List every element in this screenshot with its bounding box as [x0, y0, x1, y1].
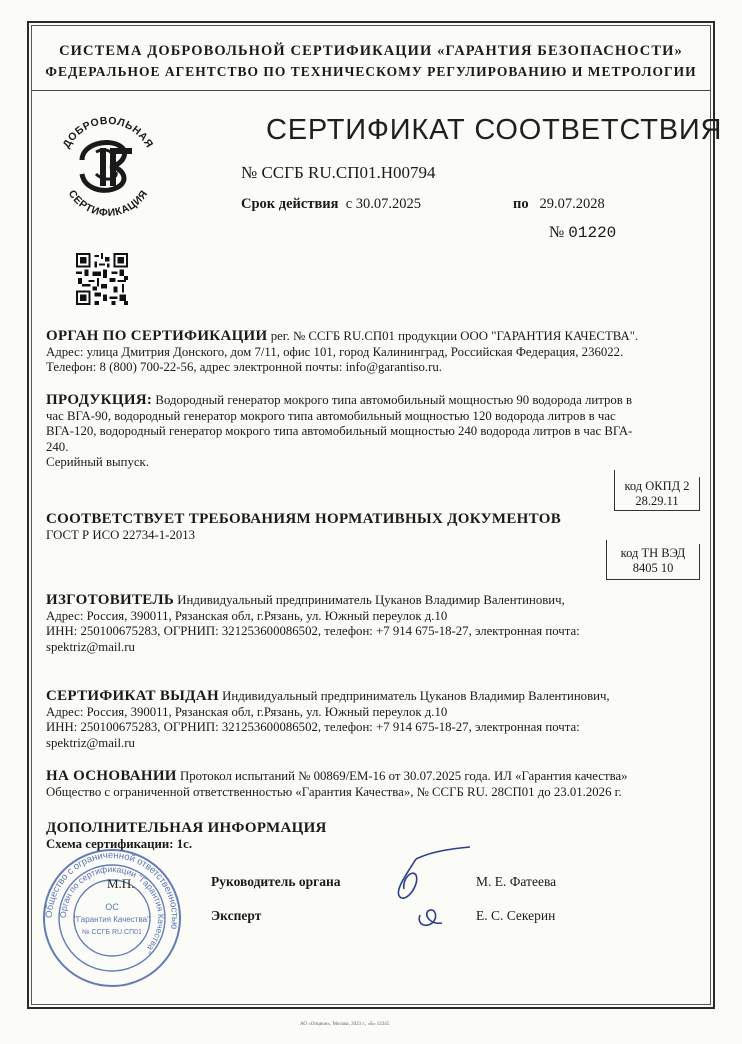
certification-body-line1 — [46, 329, 638, 345]
issued-to-heading: СЕРТИФИКАТ ВЫДАН — [46, 688, 219, 704]
tnved-label: код ТН ВЭД — [620, 546, 686, 560]
serial-prefix: № — [549, 224, 565, 241]
logo-bottom-text: СЕРТИФИКАЦИЯ — [65, 188, 151, 220]
manufacturer-line1 — [46, 593, 580, 609]
okpd-code-box — [614, 477, 700, 511]
basis-section — [46, 769, 628, 800]
seal-center-name: "Гарантия Качества" — [74, 915, 150, 924]
certificate-number: № ССГБ RU.СП01.Н00794 — [241, 163, 436, 182]
manufacturer-ids: ИНН: 250100675283, ОГРНИП: 321253600086502, телефон: +7 914 675-18-27, электронная почта: — [46, 624, 580, 639]
manufacturer-email: spektriz@mail.ru — [46, 639, 135, 654]
okpd-box-edge — [614, 470, 615, 478]
seal-center-number: № ССГБ RU.СП01 — [82, 929, 142, 936]
issued-to-line1 — [46, 689, 610, 705]
issued-to-ids: ИНН: 250100675283, ОГРНИП: 321253600086502, телефон: +7 914 675-18-27, электронная почта: — [46, 720, 580, 735]
expert-name: Е. С. Секерин — [476, 908, 556, 923]
seal-inner-ring-text: Орган по сертификации "Гарантия Качества" — [57, 863, 167, 956]
product-section — [46, 393, 632, 471]
manufacturer-name: Индивидуальный предприниматель Цуканов Владимир Валентинович, — [174, 593, 565, 607]
basis-protocol: Протокол испытаний № 00869/ЕМ-16 от 30.07.2025 года. ИЛ «Гарантия качества» — [176, 769, 628, 783]
manufacturer-section — [46, 593, 580, 655]
conformity-heading: СООТВЕТСТВУЕТ ТРЕБОВАНИЯМ НОРМАТИВНЫХ ДОКУМЕНТОВ — [46, 511, 562, 527]
tnved-value: 8405 10 — [632, 561, 674, 575]
serial-value: 01220 — [568, 224, 617, 242]
conformity-standard: ГОСТ Р ИСО 22734-1-2013 — [46, 527, 196, 542]
okpd-value: 28.29.11 — [635, 494, 679, 508]
validity-from — [241, 196, 421, 213]
validity-to-date: 29.07.2028 — [539, 196, 605, 212]
basis-lab: Общество с ограниченной ответственностью «Гарантия Качества», № ССГБ RU. 28СП01 до 23.01.2026 г. — [46, 784, 622, 799]
form-serial-number — [549, 224, 616, 242]
agency-name: ФЕДЕРАЛЬНОЕ АГЕНТСТВО ПО ТЕХНИЧЕСКОМУ РЕГУЛИРОВАНИЮ И МЕТРОЛОГИИ — [45, 64, 697, 79]
validity-from-prefix: с — [345, 196, 353, 212]
basis-heading: НА ОСНОВАНИИ — [46, 768, 177, 784]
product-text-3: ВГА-120, водородный генератор мокрого типа автомобильный мощностью 240 водорода литров в час ВГА- — [46, 424, 633, 439]
head-of-body-label: Руководитель органа — [211, 874, 341, 889]
product-text-2: час ВГА-90, водородный генератор мокрого типа автомобильный мощностью 120 водорода литров в час — [46, 408, 616, 423]
product-heading: ПРОДУКЦИЯ: — [46, 392, 153, 408]
header-divider — [32, 90, 710, 91]
logo-top-text: ДОБРОВОЛЬНАЯ — [60, 114, 156, 151]
stamp-place-label: М.П. — [107, 876, 135, 891]
issued-to-name: Индивидуальный предприниматель Цуканов Владимир Валентинович, — [218, 689, 610, 703]
product-text-1: Водородный генератор мокрого типа автомобильный мощностью 90 водорода литров в — [152, 393, 633, 407]
issued-to-section — [46, 689, 610, 751]
handwritten-signature — [376, 845, 476, 935]
validity-from-date: 30.07.2025 — [355, 196, 422, 212]
certification-body-reg: рег. № ССГБ RU.СП01 продукции ООО "ГАРАНТИЯ КАЧЕСТВА". — [267, 329, 639, 343]
manufacturer-heading: ИЗГОТОВИТЕЛЬ — [46, 592, 175, 608]
basis-line1 — [46, 769, 628, 785]
seal-center-os: ОС — [105, 902, 119, 912]
conformity-section — [46, 512, 561, 543]
product-serial-release: Серийный выпуск. — [46, 455, 149, 470]
expert-label: Эксперт — [211, 908, 262, 923]
qr-code — [76, 253, 128, 305]
voluntary-certification-logo — [52, 108, 164, 220]
product-text-4: 240. — [46, 439, 69, 454]
product-line1 — [46, 393, 632, 409]
certification-scheme: Схема сертификации: 1с. — [46, 836, 193, 851]
issued-to-email: spektriz@mail.ru — [46, 735, 135, 750]
logo-emblem — [82, 142, 132, 190]
head-of-body-name: М. Е. Фатеева — [476, 874, 557, 889]
certification-body-heading: ОРГАН ПО СЕРТИФИКАЦИИ — [46, 328, 268, 344]
validity-to — [513, 196, 605, 213]
tnved-code-box — [606, 544, 700, 580]
okpd-label: код ОКПД 2 — [624, 479, 690, 493]
validity-to-prefix: по — [513, 196, 529, 212]
printer-imprint: АО «Опцион», Москва, 2023 г., «Б» 12345 — [300, 1022, 390, 1027]
certification-body-contacts: Телефон: 8 (800) 700-22-56, адрес электронной почты: info@garantiso.ru. — [46, 360, 442, 375]
additional-info-heading: ДОПОЛНИТЕЛЬНАЯ ИНФОРМАЦИЯ — [46, 820, 327, 836]
manufacturer-address: Адрес: Россия, 390011, Рязанская обл, г.Рязань, ул. Южный переулок д.10 — [46, 608, 448, 623]
document-title: СЕРТИФИКАТ СООТВЕТСТВИЯ — [266, 114, 723, 146]
certification-body-section — [46, 329, 638, 376]
organization-seal — [42, 848, 182, 988]
tnved-box-edge — [606, 540, 607, 546]
system-name: СИСТЕМА ДОБРОВОЛЬНОЙ СЕРТИФИКАЦИИ «ГАРАНТИЯ БЕЗОПАСНОСТИ» — [59, 43, 683, 59]
seal-outer-ring-text: Общество с ограниченной ответственностью — [43, 849, 181, 930]
validity-label: Срок действия — [241, 196, 339, 212]
certification-body-address: Адрес: улица Дмитрия Донского, дом 7/11, офис 101, город Калининград, Российская Федерация, 236022. — [46, 344, 624, 359]
issued-to-address: Адрес: Россия, 390011, Рязанская обл, г.Рязань, ул. Южный переулок д.10 — [46, 704, 448, 719]
